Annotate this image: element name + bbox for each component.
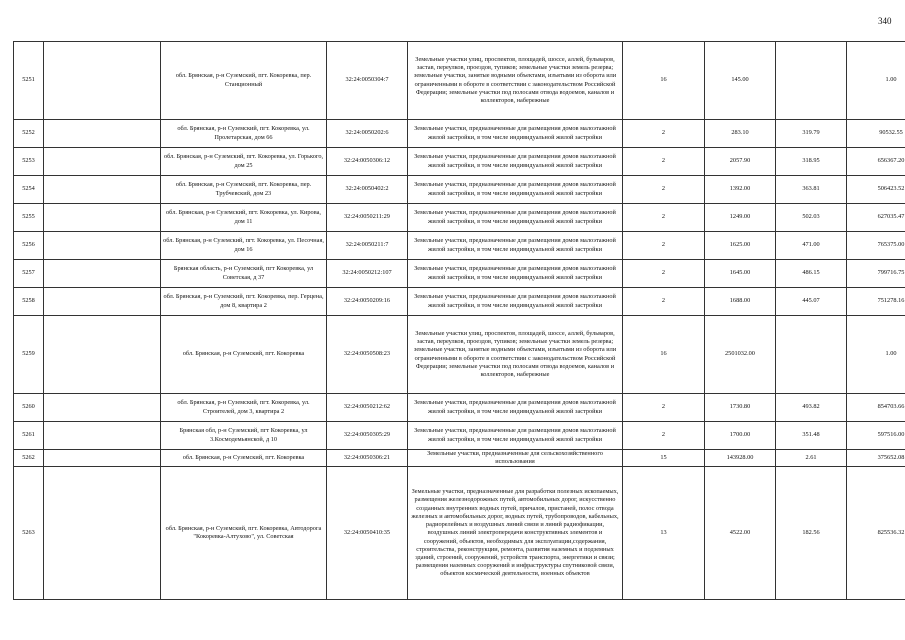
row-number: 5262 [14,450,44,467]
address-cell: обл. Брянская, р-н Суземский, пгт. Кокоревка, пер. Станционный [161,42,327,120]
rate-cell: 502.03 [776,204,847,232]
category-cell: 2 [623,148,705,176]
cadastral-value-cell: 854703.66 [847,394,905,422]
area-cell: 143928.00 [705,450,776,467]
cadastral-number-cell: 32:24:0050202:6 [327,120,408,148]
land-use-cell: Земельные участки улиц, проспектов, площадей, шоссе, аллей, бульваров, застав, переулков, проездов, тупиков; земельные участки земель резерва; земельные участки, занятые водными объектами, изъятыми из оборота или ограниченными в обороте в соответствии с законодательством Российской Федерации; земельные участки под полосами отвода водоемов, каналов и коллекторов, набережные [408,42,623,120]
blank-cell [44,394,161,422]
address-cell: обл. Брянская, р-н Суземский, пгт. Кокоревка, ул. Кирова, дом 11 [161,204,327,232]
blank-cell [44,176,161,204]
area-cell: 1645.00 [705,260,776,288]
cadastral-number-cell: 32:24:0050306:21 [327,450,408,467]
land-use-cell: Земельные участки, предназначенные для разработки полезных ископаемых, размещения железнодорожных путей, автомобильных дорог, искусственно созданных внутренних водных путей, причалов, пристаней, полос отвода железных и автомобильных дорог, водных путей, трубопроводов, кабельных, радиорелейных и воздушных линий связи и линий радиофикации, воздушных линий электропередачи конструктивных элементов и сооружений, объектов, необходимых для эксплуатации,содержания, строительства, реконструкции, ремонта, развития наземных и подземных зданий, строений, сооружений, устройств транспорта, энергетики и связи; размещения наземных сооружений и инфраструктуры спутниковой связи, объектов космической деятельности, военных объектов [408,467,623,600]
land-use-cell: Земельные участки, предназначенные для размещения домов малоэтажной жилой застройки, в том числе индивидуальной жилой застройки [408,176,623,204]
address-cell: обл. Брянская, р-н Суземский, пгт. Кокоревка, ул. Строителей, дом 3, квартира 2 [161,394,327,422]
blank-cell [44,260,161,288]
category-cell: 2 [623,232,705,260]
address-cell: обл. Брянская, р-н Суземский, пгт. Кокоревка, пер. Трубчевский, дом 23 [161,176,327,204]
area-cell: 1700.00 [705,422,776,450]
area-cell: 2501032.00 [705,316,776,394]
table-row [14,120,905,148]
table-row [14,232,905,260]
address-cell: обл. Брянская, р-н Суземский, пгт. Кокоревка, ул. Горького, дом 25 [161,148,327,176]
land-use-cell: Земельные участки, предназначенные для размещения домов малоэтажной жилой застройки, в том числе индивидуальной жилой застройки [408,204,623,232]
cadastral-value-cell: 799716.75 [847,260,905,288]
category-cell: 2 [623,260,705,288]
row-number: 5251 [14,42,44,120]
rate-cell: 486.15 [776,260,847,288]
cadastral-number-cell: 32:24:0050212:62 [327,394,408,422]
land-use-cell: Земельные участки, предназначенные для размещения домов малоэтажной жилой застройки, в том числе индивидуальной жилой застройки [408,288,623,316]
cadastral-number-cell: 32:24:0050304:7 [327,42,408,120]
blank-cell [44,148,161,176]
cadastral-number-cell: 32:24:0050211:7 [327,232,408,260]
page-number: 340 [878,16,892,26]
rate-cell: 471.00 [776,232,847,260]
cadastral-value-cell: 506423.52 [847,176,905,204]
land-use-cell: Земельные участки, предназначенные для размещения домов малоэтажной жилой застройки, в том числе индивидуальной жилой застройки [408,422,623,450]
category-cell: 2 [623,394,705,422]
area-cell: 1730.80 [705,394,776,422]
cadastral-value-cell: 627035.47 [847,204,905,232]
blank-cell [44,467,161,600]
area-cell: 1688.00 [705,288,776,316]
row-number: 5254 [14,176,44,204]
cadastral-value-cell: 597516.00 [847,422,905,450]
area-cell: 2057.90 [705,148,776,176]
area-cell: 1249.00 [705,204,776,232]
cadastral-number-cell: 32:24:0050306:12 [327,148,408,176]
row-number: 5256 [14,232,44,260]
row-number: 5258 [14,288,44,316]
table-row [14,288,905,316]
row-number: 5252 [14,120,44,148]
cadastral-number-cell: 32:24:0050402:2 [327,176,408,204]
rate-cell: 493.82 [776,394,847,422]
cadastral-value-cell: 1.00 [847,42,905,120]
category-cell: 2 [623,204,705,232]
category-cell: 16 [623,316,705,394]
category-cell: 13 [623,467,705,600]
blank-cell [44,232,161,260]
area-cell: 283.10 [705,120,776,148]
rate-cell [776,316,847,394]
cadastral-number-cell: 32:24:0050212:107 [327,260,408,288]
address-cell: Брянская обл, р-н Суземский, пгт Кокоревка, ул 3.Космодемьянской, д 10 [161,422,327,450]
blank-cell [44,450,161,467]
blank-cell [44,288,161,316]
category-cell: 2 [623,120,705,148]
cadastral-number-cell: 32:24:0050209:16 [327,288,408,316]
cadastral-value-cell: 1.00 [847,316,905,394]
rate-cell: 318.95 [776,148,847,176]
address-cell: обл. Брянская, р-н Суземский, пгт. Кокоревка, Автодорога "Кокоревка-Алтухово", ул. Советская [161,467,327,600]
cadastral-value-cell: 825536.32 [847,467,905,600]
category-cell: 2 [623,422,705,450]
address-cell: обл. Брянская, р-н Суземский, пгт. Кокоревка [161,316,327,394]
table-row [14,42,905,120]
rate-cell: 182.56 [776,467,847,600]
blank-cell [44,204,161,232]
address-cell: обл. Брянская, р-н Суземский, пгт. Кокоревка, пер. Герцена, дом 8, квартира 2 [161,288,327,316]
rate-cell: 2.61 [776,450,847,467]
blank-cell [44,120,161,148]
table-row [14,316,905,394]
land-use-cell: Земельные участки улиц, проспектов, площадей, шоссе, аллей, бульваров, застав, переулков, проездов, тупиков; земельные участки земель резерва; земельные участки, занятые водными объектами, изъятыми из оборота или ограниченными в обороте в соответствии с законодательством Российской Федерации; земельные участки под полосами отвода водоемов, каналов и коллекторов, набережные [408,316,623,394]
row-number: 5257 [14,260,44,288]
address-cell: обл. Брянская, р-н Суземский, пгт. Кокоревка [161,450,327,467]
cadastral-number-cell: 32:24:0050410:35 [327,467,408,600]
cadastral-number-cell: 32:24:0050211:29 [327,204,408,232]
land-use-cell: Земельные участки, предназначенные для размещения домов малоэтажной жилой застройки, в том числе индивидуальной жилой застройки [408,120,623,148]
rate-cell: 445.07 [776,288,847,316]
table-row [14,176,905,204]
rate-cell: 319.79 [776,120,847,148]
table-row [14,394,905,422]
land-use-cell: Земельные участки, предназначенные для размещения домов малоэтажной жилой застройки, в том числе индивидуальной жилой застройки [408,394,623,422]
row-number: 5259 [14,316,44,394]
area-cell: 1392.00 [705,176,776,204]
cadastral-number-cell: 32:24:0050508:23 [327,316,408,394]
area-cell: 1625.00 [705,232,776,260]
cadastral-value-cell: 656367.20 [847,148,905,176]
cadastral-value-cell: 375652.08 [847,450,905,467]
category-cell: 16 [623,42,705,120]
cadastral-value-cell: 765375.00 [847,232,905,260]
table-row [14,204,905,232]
row-number: 5263 [14,467,44,600]
rate-cell: 363.81 [776,176,847,204]
cadastral-number-cell: 32:24:0050305:29 [327,422,408,450]
row-number: 5255 [14,204,44,232]
category-cell: 2 [623,176,705,204]
blank-cell [44,422,161,450]
category-cell: 2 [623,288,705,316]
rate-cell [776,42,847,120]
land-use-cell: Земельные участки, предназначенные для размещения домов малоэтажной жилой застройки, в том числе индивидуальной жилой застройки [408,232,623,260]
rate-cell: 351.48 [776,422,847,450]
row-number: 5261 [14,422,44,450]
cadastral-value-cell: 90532.55 [847,120,905,148]
land-use-cell: Земельные участки, предназначенные для размещения домов малоэтажной жилой застройки, в том числе индивидуальной жилой застройки [408,148,623,176]
land-use-cell: Земельные участки, предназначенные для сельскохозяйственного использования [408,450,623,467]
cadastral-value-cell: 751278.16 [847,288,905,316]
row-number: 5253 [14,148,44,176]
table-row [14,422,905,450]
address-cell: обл. Брянская, р-н Суземский, пгт. Кокоревка, ул. Пролетарская, дом 66 [161,120,327,148]
address-cell: Брянская область, р-н Суземский, пгт Кокоревка, ул Советская, д 37 [161,260,327,288]
blank-cell [44,42,161,120]
area-cell: 145.00 [705,42,776,120]
land-use-cell: Земельные участки, предназначенные для размещения домов малоэтажной жилой застройки, в том числе индивидуальной жилой застройки [408,260,623,288]
land-registry-table [13,41,905,600]
table-row [14,450,905,467]
table-row [14,148,905,176]
blank-cell [44,316,161,394]
table-row [14,467,905,600]
address-cell: обл. Брянская, р-н Суземский, пгт. Кокоревка, ул. Песочная, дом 16 [161,232,327,260]
area-cell: 4522.00 [705,467,776,600]
row-number: 5260 [14,394,44,422]
category-cell: 15 [623,450,705,467]
table-row [14,260,905,288]
